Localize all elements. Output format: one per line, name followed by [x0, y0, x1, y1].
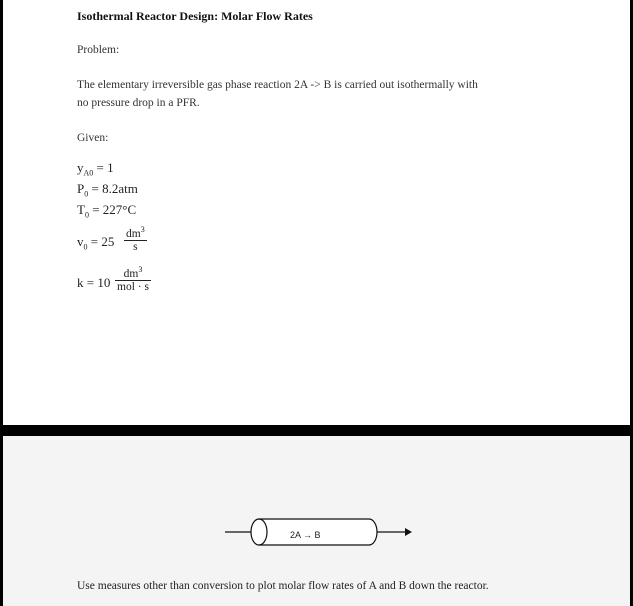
- k-fraction: [115, 265, 151, 293]
- k-numerator: dm: [123, 267, 139, 280]
- v0-value: = 25: [90, 234, 115, 249]
- problem-label: Problem:: [77, 44, 120, 56]
- given-ya0: [77, 160, 114, 178]
- k-value: k = 10: [77, 275, 111, 290]
- v0-numerator-exponent: 3: [140, 225, 145, 234]
- given-p0: [77, 181, 138, 199]
- v0-denominator: s: [133, 240, 138, 253]
- p0-symbol: P: [77, 181, 85, 196]
- given-label: Given:: [77, 132, 109, 144]
- v0-subscript: 0: [83, 242, 88, 252]
- page-title: Isothermal Reactor Design: Molar Flow Rates: [77, 9, 313, 23]
- footer-instruction: Use measures other than conversion to plot molar flow rates of A and B down the reactor.: [77, 580, 489, 592]
- ya0-value: = 1: [96, 160, 114, 175]
- k-denominator: mol · s: [117, 280, 149, 293]
- problem-line-1: The elementary irreversible gas phase reaction 2A -> B is carried out isothermally with: [77, 79, 478, 91]
- t0-value: = 227°C: [92, 202, 137, 217]
- k-numerator-exponent: 3: [138, 265, 143, 274]
- v0-fraction: [124, 225, 147, 253]
- t0-subscript: 0: [84, 210, 89, 220]
- p0-value: = 8.2atm: [91, 181, 138, 196]
- v0-numerator: dm: [126, 227, 141, 240]
- diagram-panel: [3, 436, 630, 606]
- ya0-subscript: A0: [83, 168, 94, 178]
- problem-line-2: no pressure drop in a PFR.: [77, 97, 200, 109]
- given-v0: [77, 234, 114, 252]
- reaction-label: 2A → B: [290, 530, 321, 540]
- ya0-symbol: y: [77, 160, 84, 175]
- p0-subscript: 0: [84, 189, 89, 199]
- outlet-arrow-icon: [405, 528, 412, 536]
- problem-panel: [3, 0, 630, 425]
- given-k: [77, 275, 110, 291]
- t0-symbol: T: [77, 202, 85, 217]
- given-t0: [77, 202, 136, 220]
- v0-symbol: v: [77, 234, 84, 249]
